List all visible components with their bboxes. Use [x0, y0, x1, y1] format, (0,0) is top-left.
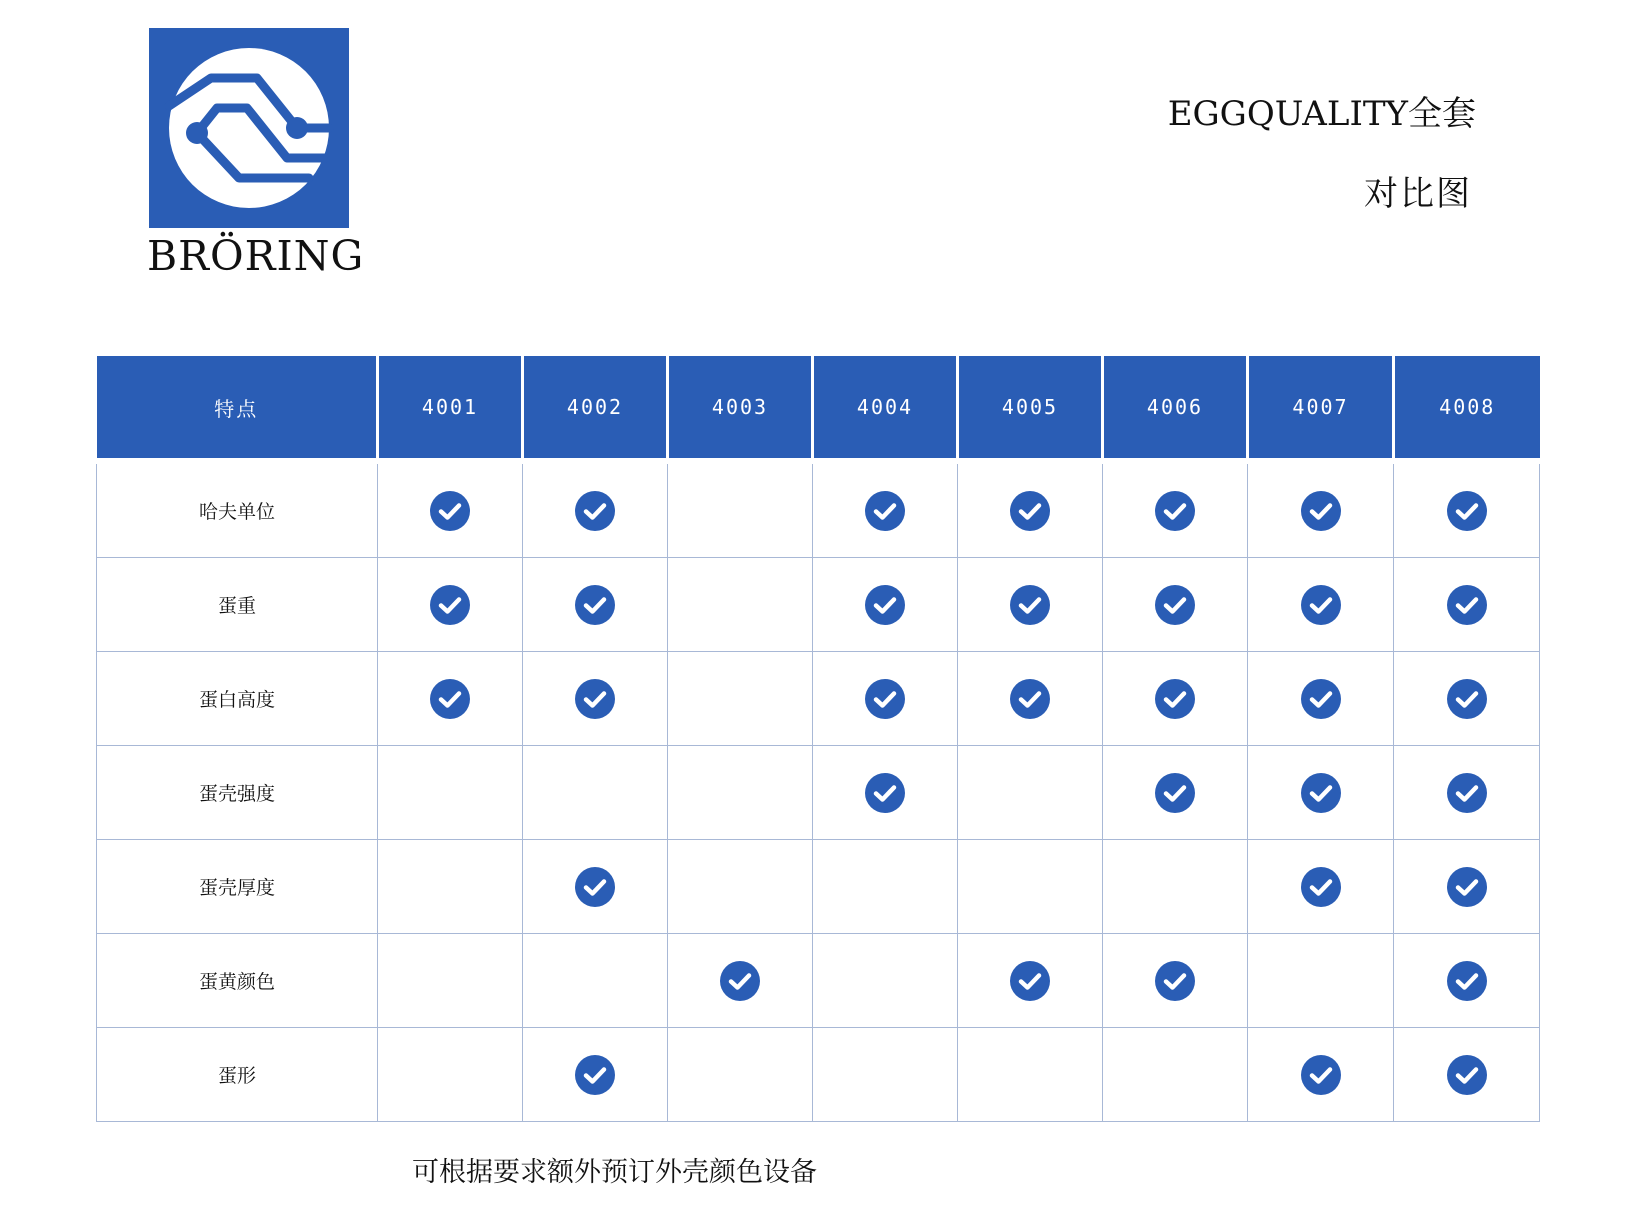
- feature-cell: [668, 1028, 813, 1122]
- table-body: [97, 461, 1540, 1122]
- check-circle-icon: [430, 585, 470, 625]
- table-row: [97, 840, 1540, 934]
- check-circle-icon: [1155, 679, 1195, 719]
- feature-cell: [958, 558, 1103, 652]
- table-row: [97, 652, 1540, 746]
- feature-cell: [668, 461, 813, 558]
- feature-cell: [813, 746, 958, 840]
- check-circle-icon: [1155, 491, 1195, 531]
- footer-note: 可根据要求额外预订外壳颜色设备: [412, 1157, 817, 1188]
- check-circle-icon: [865, 585, 905, 625]
- feature-cell: [958, 840, 1103, 934]
- check-circle-icon: [1010, 491, 1050, 531]
- feature-cell: [1103, 652, 1248, 746]
- check-circle-icon: [430, 679, 470, 719]
- feature-cell: [668, 746, 813, 840]
- feature-cell: [523, 746, 668, 840]
- feature-cell: [668, 840, 813, 934]
- model-column-header: 4006: [1103, 356, 1248, 461]
- feature-cell: [1248, 934, 1394, 1028]
- check-circle-icon: [430, 491, 470, 531]
- check-circle-icon: [1447, 1055, 1487, 1095]
- circuit-logo-icon: [149, 28, 349, 228]
- feature-cell: [1103, 1028, 1248, 1122]
- feature-label: 蛋壳厚度: [97, 840, 378, 934]
- brand-name: BRÖRING: [147, 232, 365, 280]
- feature-cell: [523, 934, 668, 1028]
- feature-cell: [1103, 840, 1248, 934]
- feature-cell: [523, 840, 668, 934]
- feature-cell: [668, 934, 813, 1028]
- check-circle-icon: [865, 773, 905, 813]
- feature-cell: [1103, 558, 1248, 652]
- feature-cell: [1394, 652, 1540, 746]
- model-column-header: 4007: [1248, 356, 1394, 461]
- check-circle-icon: [1010, 961, 1050, 1001]
- feature-cell: [1394, 1028, 1540, 1122]
- check-circle-icon: [1301, 679, 1341, 719]
- page-title: EGGQUALITY全套: [1167, 94, 1476, 134]
- check-circle-icon: [1301, 867, 1341, 907]
- model-column-header: 4004: [813, 356, 958, 461]
- feature-cell: [1394, 461, 1540, 558]
- table-row: [97, 461, 1540, 558]
- feature-cell: [378, 1028, 523, 1122]
- feature-cell: [378, 461, 523, 558]
- check-circle-icon: [1447, 867, 1487, 907]
- feature-cell: [378, 840, 523, 934]
- table-row: [97, 1028, 1540, 1122]
- check-circle-icon: [720, 961, 760, 1001]
- feature-cell: [378, 652, 523, 746]
- feature-cell: [1103, 461, 1248, 558]
- feature-cell: [958, 746, 1103, 840]
- feature-cell: [1103, 746, 1248, 840]
- comparison-table-wrap: [96, 356, 1544, 1122]
- check-circle-icon: [1447, 961, 1487, 1001]
- feature-cell: [1248, 840, 1394, 934]
- feature-cell: [523, 652, 668, 746]
- feature-cell: [1248, 558, 1394, 652]
- feature-cell: [958, 934, 1103, 1028]
- feature-cell: [378, 558, 523, 652]
- feature-label: 蛋壳强度: [97, 746, 378, 840]
- check-circle-icon: [1301, 773, 1341, 813]
- feature-label: 哈夫单位: [97, 461, 378, 558]
- check-circle-icon: [865, 679, 905, 719]
- model-column-header: 4001: [378, 356, 523, 461]
- feature-cell: [1248, 746, 1394, 840]
- check-circle-icon: [1155, 961, 1195, 1001]
- feature-cell: [958, 1028, 1103, 1122]
- feature-cell: [668, 558, 813, 652]
- feature-cell: [1394, 840, 1540, 934]
- feature-cell: [1394, 558, 1540, 652]
- feature-cell: [523, 1028, 668, 1122]
- feature-cell: [1248, 461, 1394, 558]
- feature-cell: [813, 461, 958, 558]
- table-row: [97, 934, 1540, 1028]
- table-row: [97, 558, 1540, 652]
- feature-cell: [958, 652, 1103, 746]
- check-circle-icon: [1010, 679, 1050, 719]
- feature-label: 蛋白高度: [97, 652, 378, 746]
- feature-cell: [813, 840, 958, 934]
- check-circle-icon: [575, 1055, 615, 1095]
- feature-label: 蛋重: [97, 558, 378, 652]
- model-column-header: 4005: [958, 356, 1103, 461]
- check-circle-icon: [1447, 491, 1487, 531]
- feature-cell: [523, 461, 668, 558]
- check-circle-icon: [1155, 585, 1195, 625]
- check-circle-icon: [865, 491, 905, 531]
- check-circle-icon: [575, 491, 615, 531]
- feature-cell: [668, 652, 813, 746]
- model-column-header: 4002: [523, 356, 668, 461]
- check-circle-icon: [1447, 585, 1487, 625]
- check-circle-icon: [575, 867, 615, 907]
- feature-cell: [378, 934, 523, 1028]
- check-circle-icon: [1447, 773, 1487, 813]
- feature-label: 蛋黄颜色: [97, 934, 378, 1028]
- model-column-header: 4008: [1394, 356, 1540, 461]
- table-row: [97, 746, 1540, 840]
- check-circle-icon: [1301, 585, 1341, 625]
- feature-cell: [813, 558, 958, 652]
- feature-cell: [958, 461, 1103, 558]
- table-header-row: [97, 356, 1540, 461]
- check-circle-icon: [1447, 679, 1487, 719]
- feature-cell: [1248, 1028, 1394, 1122]
- feature-cell: [813, 652, 958, 746]
- check-circle-icon: [1010, 585, 1050, 625]
- brand-logo: [149, 28, 349, 228]
- feature-cell: [813, 934, 958, 1028]
- feature-cell: [1103, 934, 1248, 1028]
- feature-cell: [1394, 934, 1540, 1028]
- feature-column-header: 特点: [97, 356, 378, 461]
- feature-label: 蛋形: [97, 1028, 378, 1122]
- check-circle-icon: [1301, 1055, 1341, 1095]
- feature-cell: [1394, 746, 1540, 840]
- feature-cell: [1248, 652, 1394, 746]
- check-circle-icon: [1155, 773, 1195, 813]
- check-circle-icon: [575, 585, 615, 625]
- comparison-table: [96, 356, 1540, 1122]
- page-subtitle: 对比图: [1364, 174, 1472, 214]
- check-circle-icon: [1301, 491, 1341, 531]
- feature-cell: [378, 746, 523, 840]
- check-circle-icon: [575, 679, 615, 719]
- feature-cell: [813, 1028, 958, 1122]
- model-column-header: 4003: [668, 356, 813, 461]
- feature-cell: [523, 558, 668, 652]
